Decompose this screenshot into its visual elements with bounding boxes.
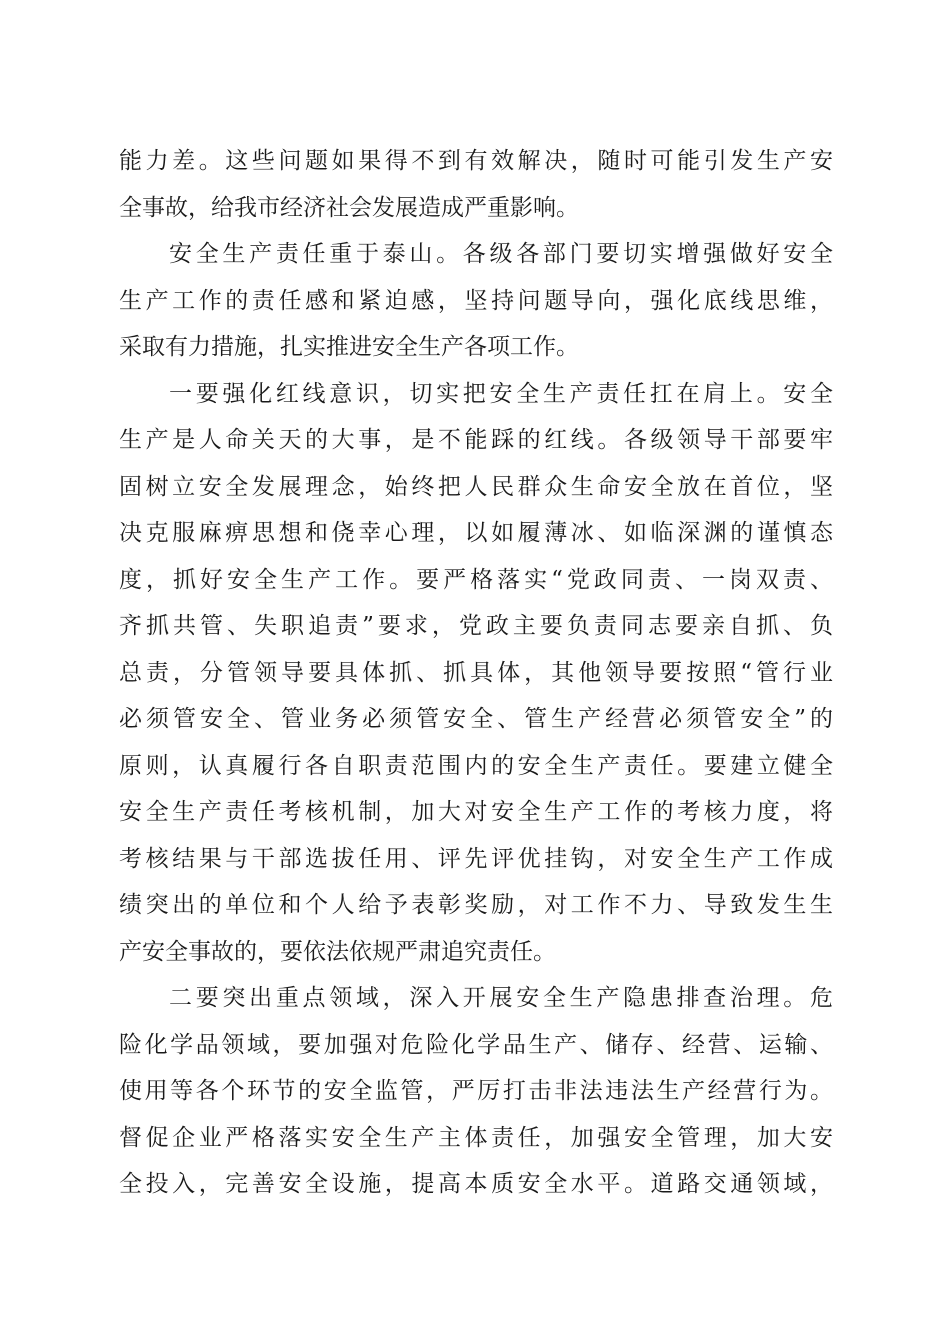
text-line bbox=[119, 371, 833, 418]
text-line bbox=[119, 324, 833, 371]
document-body bbox=[119, 138, 833, 1208]
text-line bbox=[119, 138, 833, 185]
text-line-content: 使用等各个环节的安全监管，严厉打击非法违法生产经营行为。 bbox=[119, 1078, 833, 1104]
text-line-content: 全事故，给我市经济社会发展造成严重影响。 bbox=[119, 194, 579, 221]
text-line bbox=[119, 789, 833, 836]
text-line bbox=[119, 557, 833, 604]
text-line-content: 能力差。这些问题如果得不到有效解决，随时可能引发生产安 bbox=[119, 148, 833, 174]
text-line-content: 考核结果与干部选拔任用、评先评优挂钩，对安全生产工作成 bbox=[119, 845, 833, 872]
text-line-content: 生产是人命关天的大事，是不能踩的红线。各级领导干部要牢 bbox=[119, 427, 833, 453]
text-line bbox=[119, 1115, 833, 1162]
text-line-content: 安全生产责任考核机制，加大对安全生产工作的考核力度，将 bbox=[119, 799, 833, 825]
text-line-content: 安全生产责任重于泰山。各级各部门要切实增强做好安全 bbox=[169, 241, 833, 267]
text-line-content: 全投入，完善安全设施，提高本质安全水平。道路交通领域， bbox=[119, 1171, 833, 1197]
text-line-content: 原则，认真履行各自职责范围内的安全生产责任。要建立健全 bbox=[119, 752, 833, 779]
text-line-content: 一要强化红线意识，切实把安全生产责任扛在肩上。安全 bbox=[169, 380, 833, 407]
text-line-content: 度，抓好安全生产工作。要严格落实“党政同责、一岗双责、 bbox=[119, 566, 833, 593]
text-line-content: 生产工作的责任感和紧迫感，坚持问题导向，强化底线思维， bbox=[119, 287, 833, 314]
text-line-content: 督促企业严格落实安全生产主体责任，加强安全管理，加大安 bbox=[119, 1124, 833, 1151]
text-line bbox=[119, 510, 833, 557]
text-line bbox=[119, 929, 833, 976]
text-line bbox=[119, 975, 833, 1022]
text-line bbox=[119, 278, 833, 325]
text-line bbox=[119, 882, 833, 929]
text-line-content: 绩突出的单位和个人给予表彰奖励，对工作不力、导致发生生 bbox=[119, 892, 833, 918]
text-line-content: 必须管安全、管业务必须管安全、管生产经营必须管安全”的 bbox=[119, 706, 833, 732]
text-line-content: 齐抓共管、失职追责”要求，党政主要负责同志要亲自抓、负 bbox=[119, 613, 833, 639]
text-line-content: 固树立安全发展理念，始终把人民群众生命安全放在首位，坚 bbox=[119, 473, 833, 500]
text-line bbox=[119, 1068, 833, 1115]
text-line-content: 总责，分管领导要具体抓、抓具体，其他领导要按照“管行业 bbox=[119, 659, 833, 686]
text-line bbox=[119, 231, 833, 278]
text-line-content: 二要突出重点领域，深入开展安全生产隐患排查治理。危 bbox=[169, 985, 833, 1011]
text-line bbox=[119, 603, 833, 650]
text-line bbox=[119, 417, 833, 464]
text-line-content: 产安全事故的，要依法依规严肃追究责任。 bbox=[119, 938, 556, 965]
text-line-content: 险化学品领域，要加强对危险化学品生产、储存、经营、运输、 bbox=[119, 1031, 833, 1058]
text-line-content: 采取有力措施，扎实推进安全生产各项工作。 bbox=[119, 334, 579, 360]
text-line bbox=[119, 650, 833, 697]
text-line bbox=[119, 696, 833, 743]
text-line-content: 决克服麻痹思想和侥幸心理，以如履薄冰、如临深渊的谨慎态 bbox=[119, 520, 833, 546]
text-line bbox=[119, 464, 833, 511]
text-line bbox=[119, 1161, 833, 1208]
text-line bbox=[119, 185, 833, 232]
text-line bbox=[119, 836, 833, 883]
text-line bbox=[119, 743, 833, 790]
text-line bbox=[119, 1022, 833, 1069]
